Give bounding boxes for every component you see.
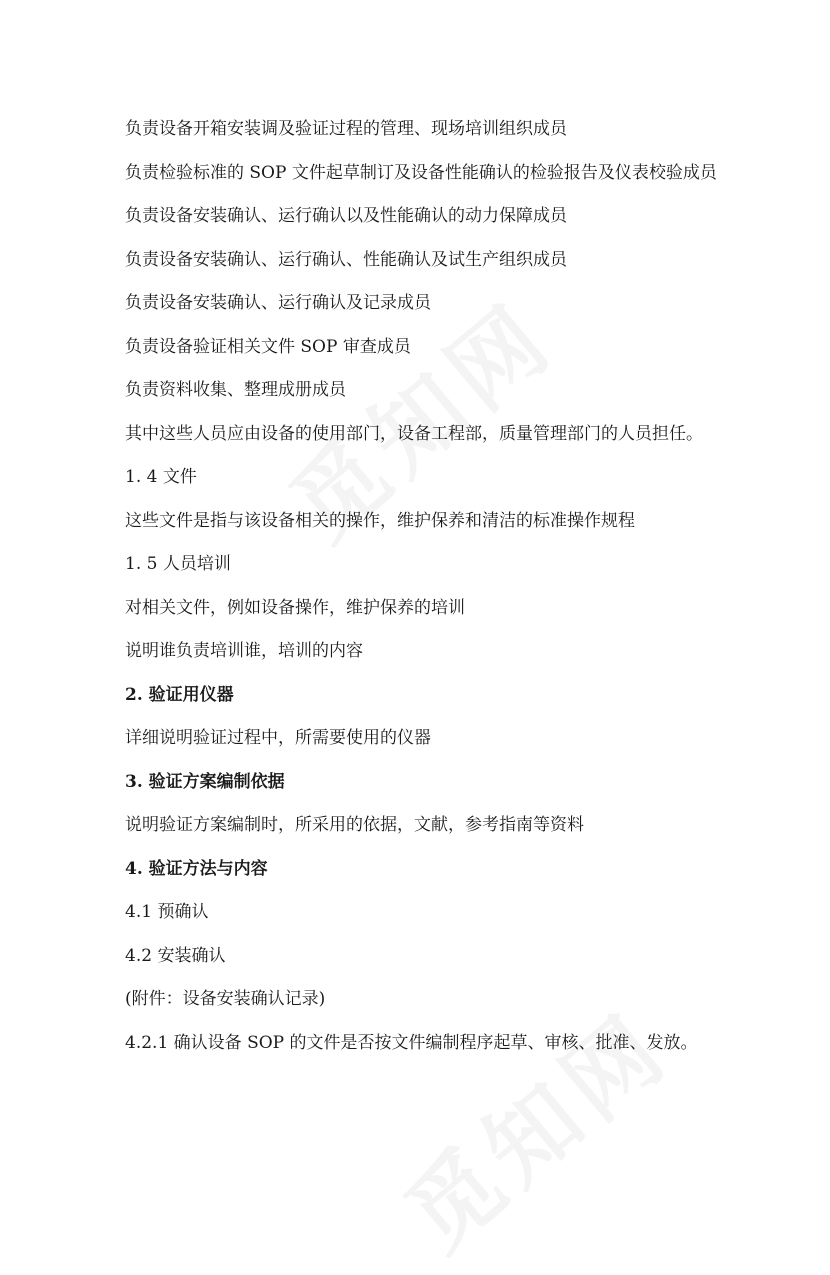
section-heading: 3. 验证方案编制依据 [125,771,285,792]
paragraph-line: 负责设备安装确认、运行确认、性能确认及试生产组织成员 [125,249,567,270]
paragraph-line: 负责设备开箱安装调及验证过程的管理、现场培训组织成员 [125,119,567,139]
paragraph-line: 详细说明验证过程中，所需要使用的仪器 [125,728,431,748]
paragraph-line: 负责设备安装确认、运行确认以及性能确认的动力保障成员 [125,206,567,226]
document-body [125,108,765,1065]
paragraph-line: 负责资料收集、整理成册成员 [125,380,346,400]
paragraph-line: 1. 4 文件 [125,467,197,487]
paragraph-line: 这些文件是指与该设备相关的操作，维护保养和清洁的标准操作规程 [125,510,635,531]
paragraph-line: 4.2 安装确认 [125,945,226,966]
paragraph-line: 负责设备安装确认、运行确认及记录成员 [125,293,431,313]
paragraph-line: 负责检验标准的 SOP 文件起草制订及设备性能确认的检验报告及仪表校验成员 [125,162,717,183]
paragraph-line: 说明谁负责培训谁，培训的内容 [125,641,363,661]
paragraph-line: 4.1 预确认 [125,902,209,922]
paragraph-line: 对相关文件，例如设备操作，维护保养的培训 [125,597,465,618]
section-heading: 4. 验证方法与内容 [125,858,268,879]
paragraph-line: 说明验证方案编制时，所采用的依据，文献，参考指南等资料 [125,815,584,835]
paragraph-line: 4.2.1 确认设备 SOP 的文件是否按文件编制程序起草、审核、批准、发放。 [125,1032,698,1053]
section-heading: 2. 验证用仪器 [125,684,234,705]
paragraph-line: (附件：设备安装确认记录) [125,989,326,1009]
paragraph-line: 1. 5 人员培训 [125,554,231,574]
paragraph-line: 负责设备验证相关文件 SOP 审查成员 [125,336,411,357]
paragraph-line: 其中这些人员应由设备的使用部门，设备工程部，质量管理部门的人员担任。 [125,423,703,444]
